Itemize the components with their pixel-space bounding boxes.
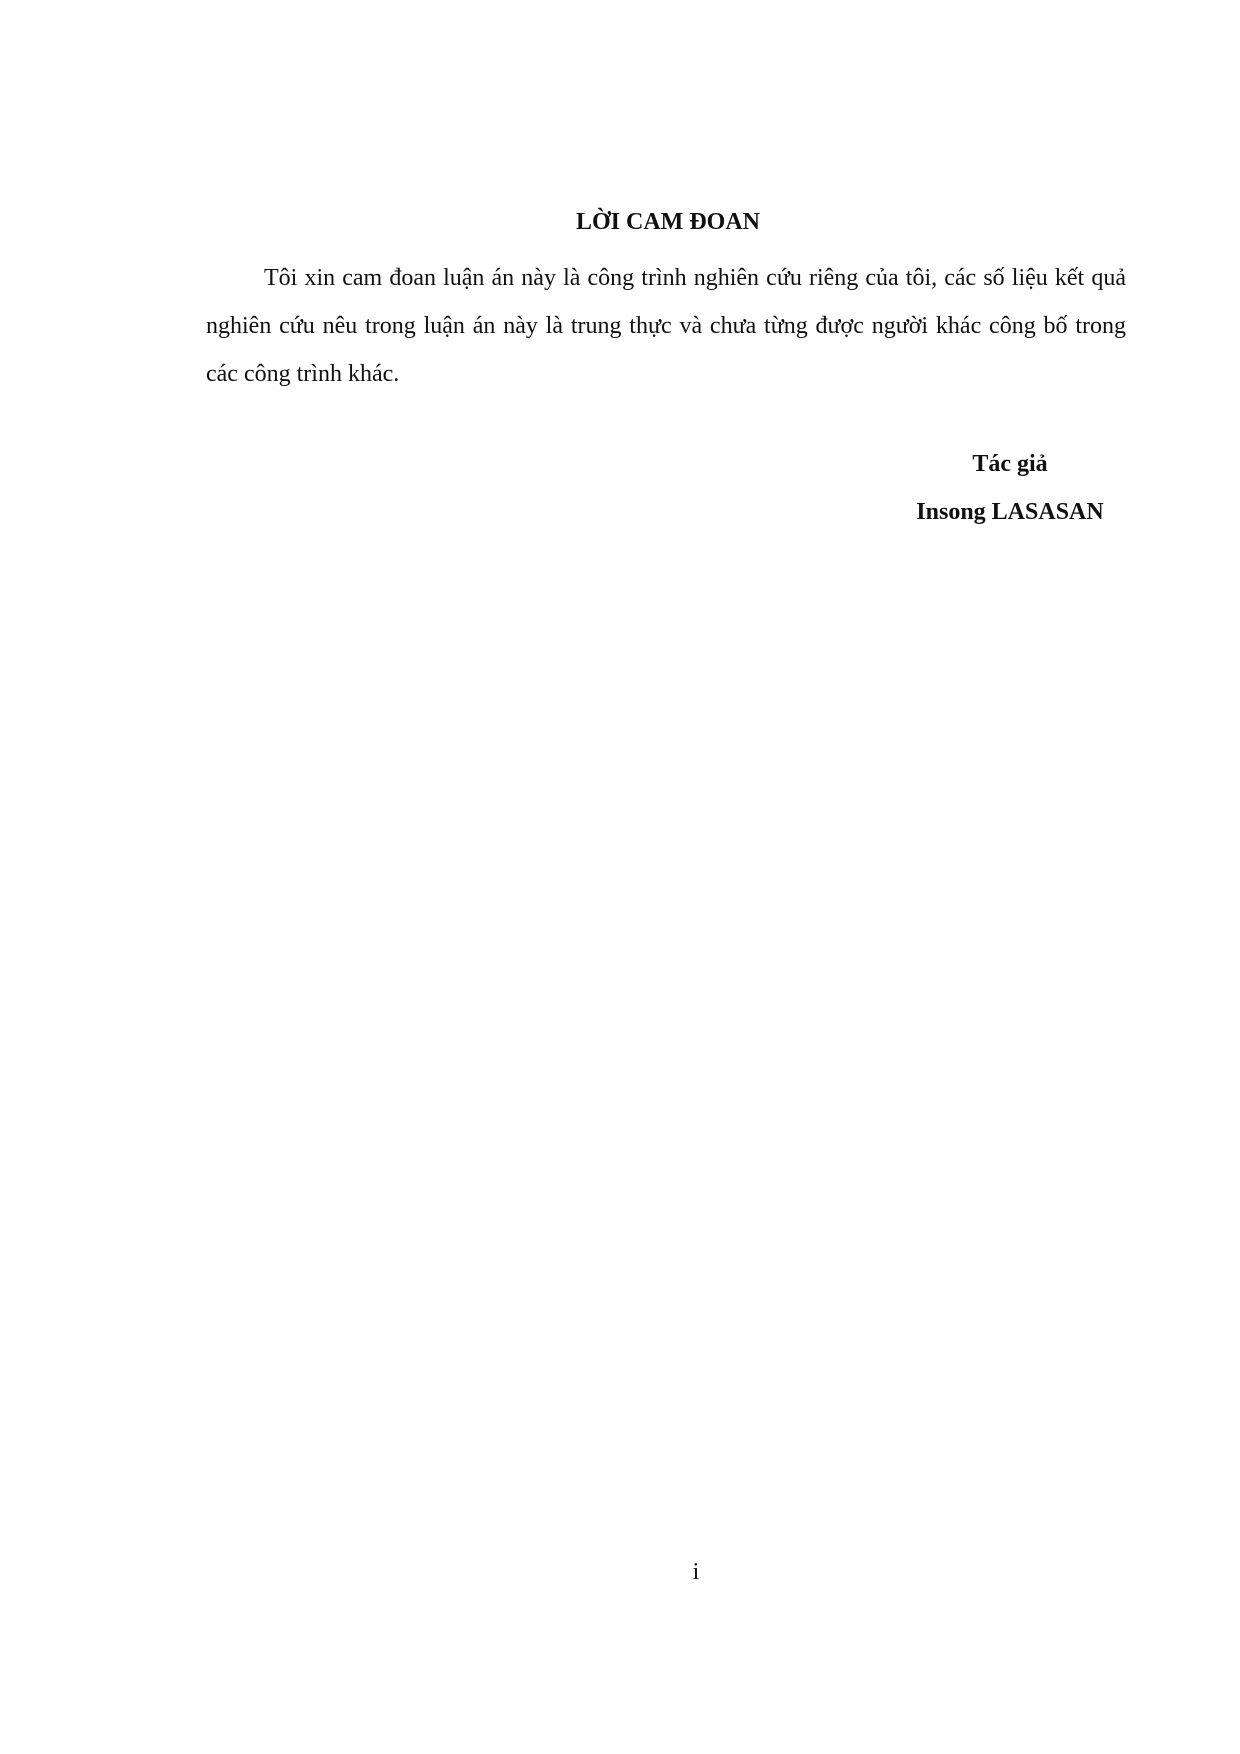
signature-name: Insong LASASAN: [916, 499, 1104, 525]
signature-block: [880, 440, 1140, 536]
declaration-paragraph: Tôi xin cam đoan luận án này là công trình nghiên cứu riêng của tôi, các số liệu kết quả nghiên cứu nêu trong luận án này là trung thực và chưa từng được người khác công bố trong các công trình khác.: [206, 265, 1126, 387]
page-title: LỜI CAM ĐOAN: [576, 209, 760, 235]
signature-role: Tác giả: [972, 451, 1048, 477]
page-number: i: [692, 1559, 700, 1585]
